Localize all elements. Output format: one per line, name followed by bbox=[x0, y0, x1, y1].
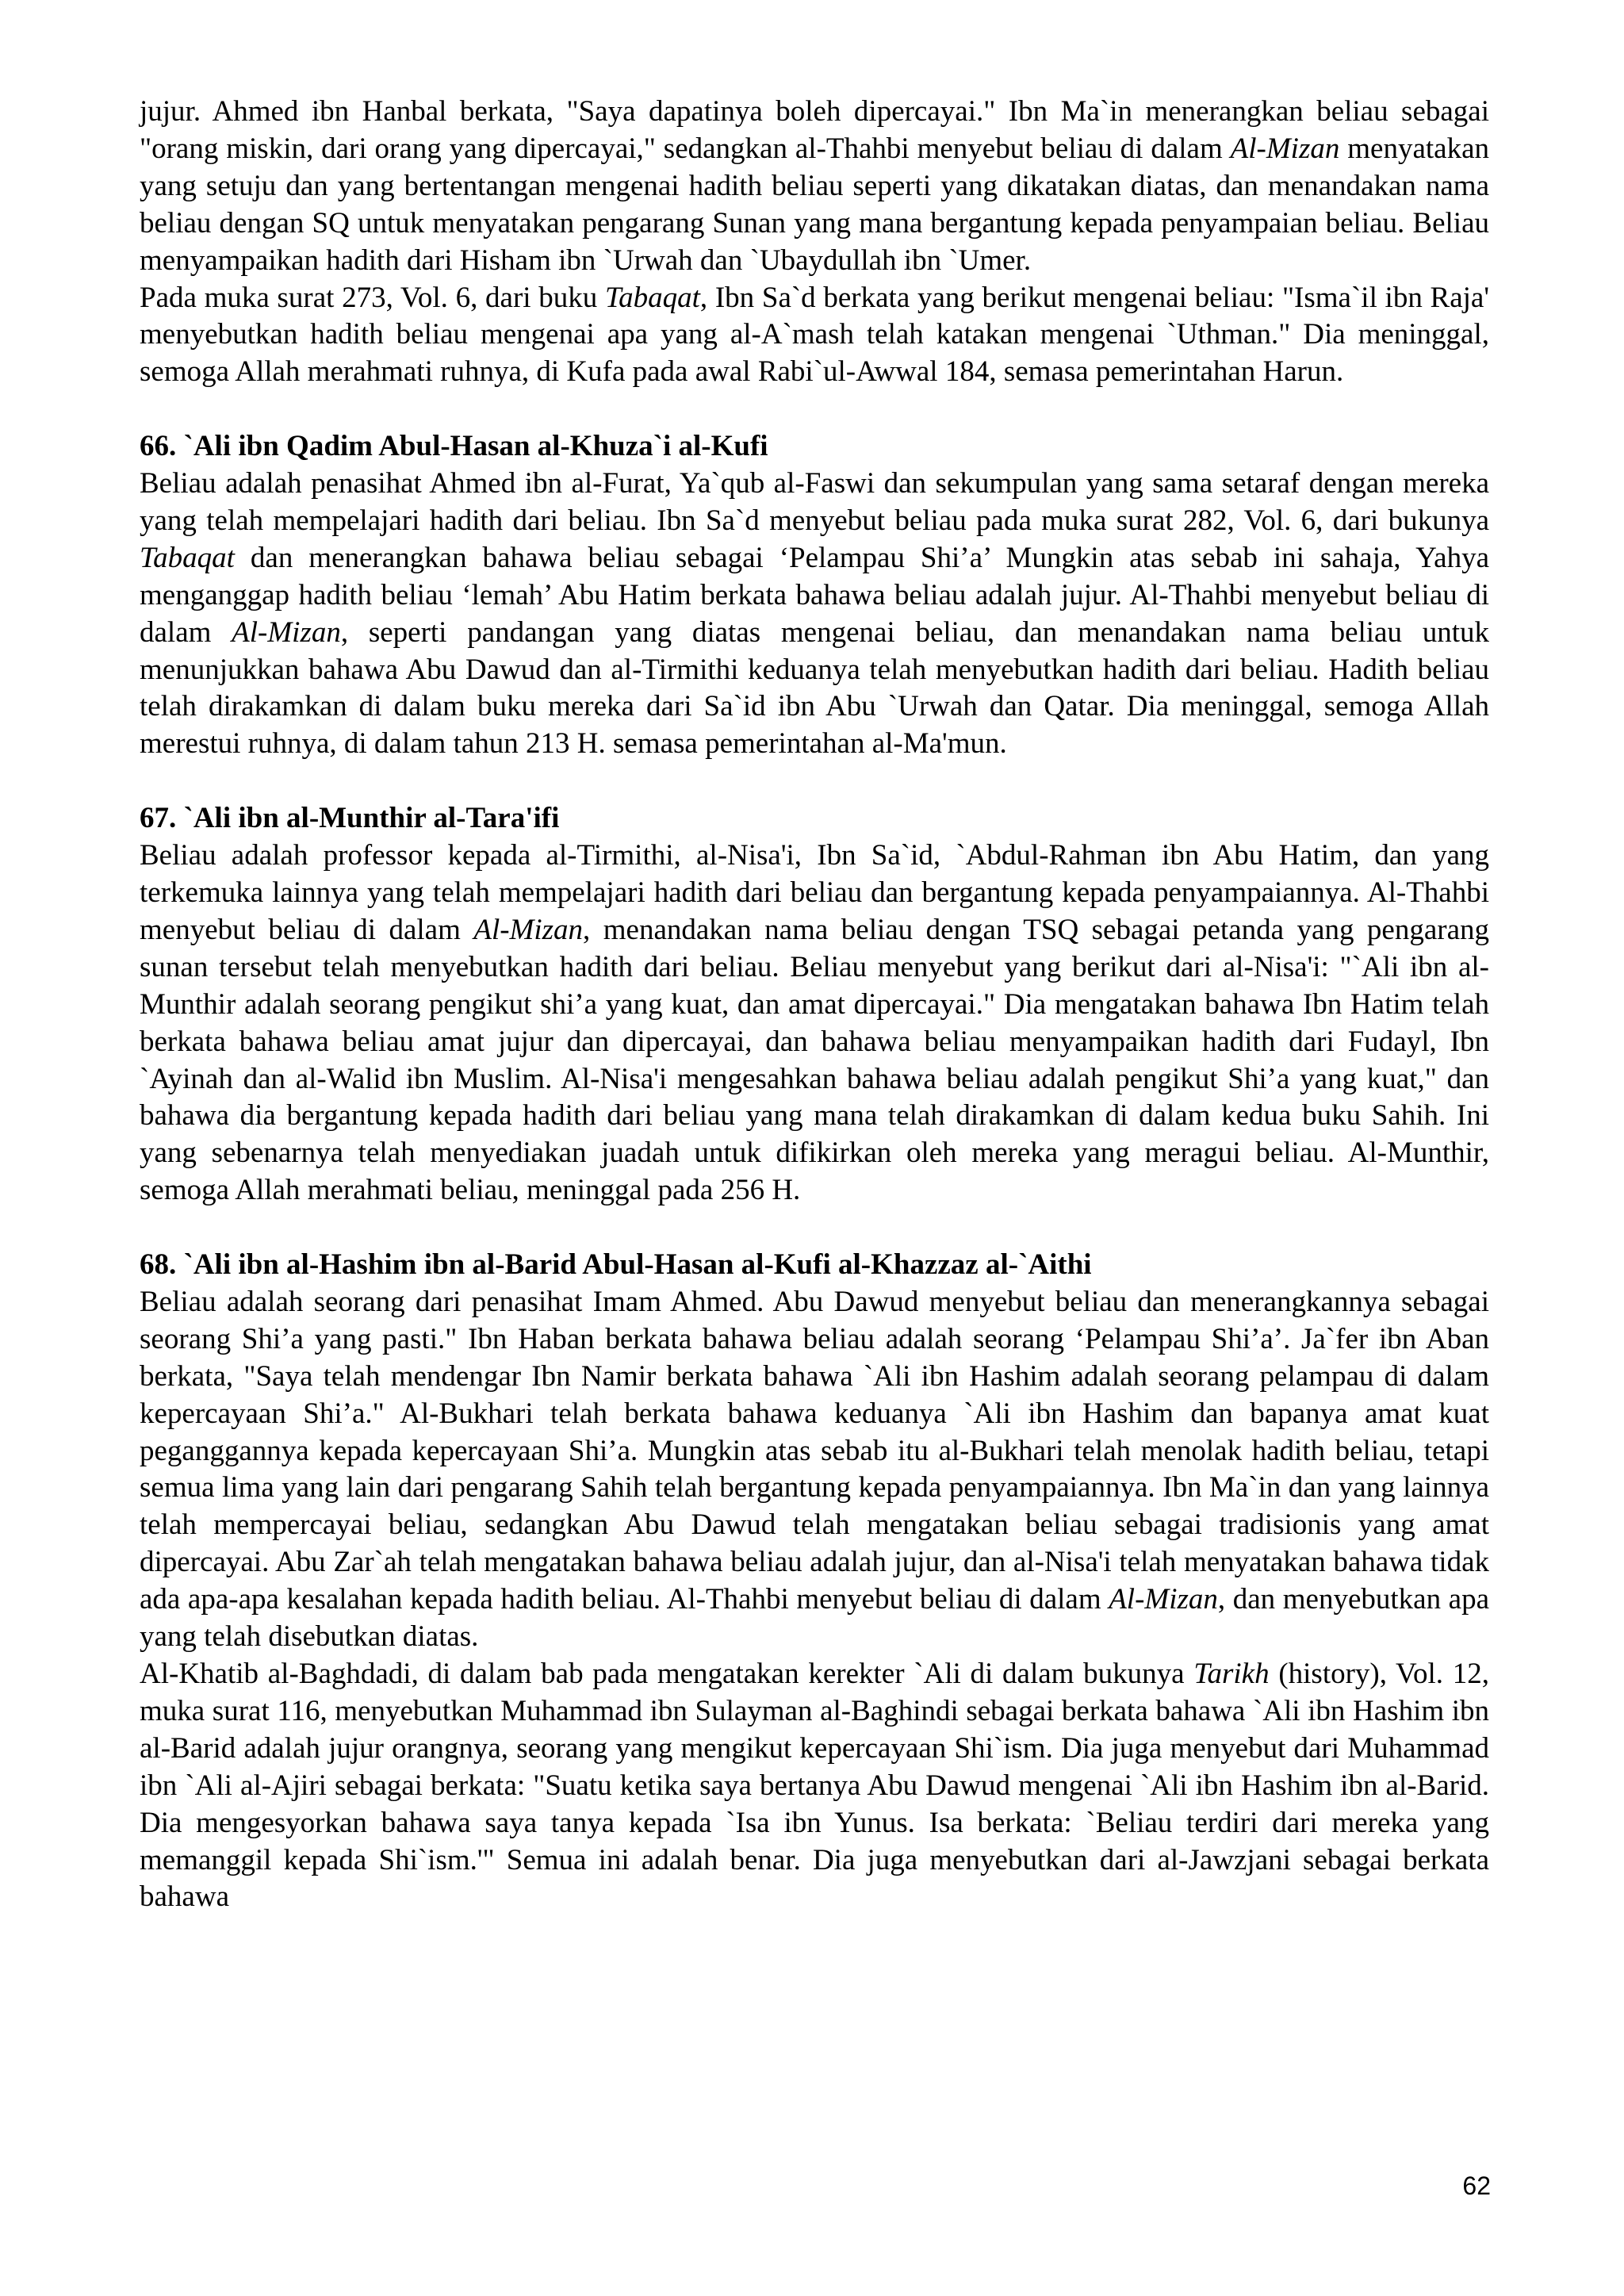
paragraph bbox=[140, 280, 1489, 392]
text-run: , Ibn Sa`d berkata yang berikut mengenai beliau: "Isma`il ibn Raja' menyebutkan hadith beliau mengenai apa yang al-A`mash telah katakan mengenai `Uthman." Dia meninggal, semoga Allah merahmati ruhnya, di Kufa pada awal Rabi`ul-Awwal 184, semasa pemerintahan Harun. bbox=[140, 281, 1489, 389]
paragraph bbox=[140, 1656, 1489, 1916]
section-heading: 67. `Ali ibn al-Munthir al-Tara'ifi bbox=[140, 802, 560, 835]
text-run: menyatakan yang setuju dan yang bertentangan mengenai hadith beliau seperti yang dikatakan diatas, dan menandakan nama beliau dengan SQ untuk menyatakan pengarang Sunan yang mana bergantung kepada penyampaian beliau. Beliau menyampaikan hadith dari Hisham ibn `Urwah dan `Ubaydullah ibn `Umer. bbox=[140, 132, 1490, 277]
text-run: Al-Khatib al-Baghdadi, di dalam bab pada mengatakan kerekter `Ali di dalam bukunya bbox=[140, 1658, 1194, 1691]
text-run: , dan menyebutkan apa yang telah disebutkan diatas. bbox=[140, 1583, 1490, 1654]
section-heading: 68. `Ali ibn al-Hashim ibn al-Barid Abul-Hasan al-Kufi al-Khazzaz al-`Aithi bbox=[140, 1248, 1092, 1282]
text-run: , menandakan nama beliau dengan TSQ sebagai petanda yang pengarang sunan tersebut telah menyebutkan hadith dari beliau. Beliau menyebut yang berikut dari al-Nisa'i: "`Ali ibn al-Munthir adalah seorang pengikut shi’a yang kuat, dan amat dipercayai." Dia mengatakan bahawa Ibn Hatim telah berkata bahawa beliau amat jujur dan dipercayai, dan bahawa beliau menyampaikan hadith dari Fudayl, Ibn `Ayinah dan al-Walid ibn Muslim. Al-Nisa'i mengesahkan bahawa beliau adalah pengikut Shi’a yang kuat," dan bahawa dia bergantung kepada hadith dari beliau yang mana telah dirakamkan di dalam kedua buku Sahih. Ini yang sebenarnya telah menyediakan juadah untuk difikirkan oleh mereka yang meragui beliau. Al-Munthir, semoga Allah merahmati beliau, meninggal pada 256 H. bbox=[140, 913, 1490, 1207]
italic-title: Al-Mizan bbox=[232, 615, 341, 649]
text-run: Beliau adalah seorang dari penasihat Imam Ahmed. Abu Dawud menyebut beliau dan menerangkannya sebagai seorang Shi’a yang pasti." Ibn Haban berkata bahawa beliau adalah seorang ‘Pelampau Shi’a’. Ja`fer ibn Aban berkata, "Saya telah mendengar Ibn Namir berkata bahawa `Ali ibn Hashim adalah seorang pelampau di dalam kepercayaan Shi’a." Al-Bukhari telah berkata bahawa keduanya `Ali ibn Hashim dan bapanya amat kuat peganggannya kepada kepercayaan Shi’a. Mungkin atas sebab itu al-Bukhari telah menolak hadith beliau, tetapi semua lima yang lain dari pengarang Sahih telah bergantung kepada penyampaiannya. Ibn Ma`in dan yang lainnya telah mempercayai beliau, sedangkan Abu Dawud telah mengatakan beliau sebagai tradisionis yang amat dipercayai. Abu Zar`ah telah mengatakan bahawa beliau adalah jujur, dan al-Nisa'i telah menyatakan bahawa tidak ada apa-apa kesalahan kepada hadith beliau. Al-Thahbi menyebut beliau di dalam bbox=[140, 1285, 1489, 1616]
italic-title: Tarikh bbox=[1193, 1658, 1270, 1691]
paragraph bbox=[140, 466, 1489, 763]
italic-title: Tabaqat bbox=[140, 541, 235, 574]
paragraph bbox=[140, 838, 1489, 1209]
text-run: (history), Vol. 12, muka surat 116, menyebutkan Muhammad ibn Sulayman al-Baghindi sebagai berkata bahawa `Ali ibn Hashim ibn al-Barid adalah jujur orangnya, seorang yang mengikut kepercayaan Shi`ism. Dia juga menyebut dari Muhammad ibn `Ali al-Ajiri sebagai berkata: "Suatu ketika saya bertanya Abu Dawud mengenai `Ali ibn Hashim ibn al-Barid. Dia mengesyorkan bahawa saya tanya kepada `Isa ibn Yunus. Isa berkata: `Beliau terdiri dari mereka yang memanggil kepada Shi`ism.'" Semua ini adalah benar. Dia juga menyebutkan dari al-Jawzjani sebagai berkata bahawa bbox=[140, 1658, 1489, 1914]
text-run: Beliau adalah professor kepada al-Tirmithi, al-Nisa'i, Ibn Sa`id, `Abdul-Rahman ibn Abu Hatim, dan yang terkemuka lainnya yang telah mempelajari hadith dari beliau dan bergantung kepada penyampaiannya. Al-Thahbi menyebut beliau di dalam bbox=[140, 839, 1489, 946]
section-spacer bbox=[140, 763, 1489, 800]
paragraph bbox=[140, 94, 1489, 280]
text-run: Beliau adalah penasihat Ahmed ibn al-Furat, Ya`qub al-Faswi dan sekumpulan yang sama setaraf dengan mereka yang telah mempelajari hadith dari beliau. Ibn Sa`d menyebut beliau pada muka surat 282, Vol. 6, dari bukunya bbox=[140, 467, 1489, 537]
section bbox=[140, 1209, 1489, 1916]
text-run: dan menerangkan bahawa beliau sebagai ‘Pelampau Shi’a’ Mungkin atas sebab ini sahaja, Yahya menganggap hadith beliau ‘lemah’ Abu Hatim berkata bahawa beliau adalah jujur. Al-Thahbi menyebut beliau di dalam bbox=[140, 541, 1489, 649]
page-number: 62 bbox=[1462, 2171, 1491, 2200]
italic-title: Tabaqat bbox=[604, 281, 700, 314]
italic-title: Al-Mizan bbox=[1109, 1583, 1218, 1616]
document-page bbox=[140, 94, 1489, 1916]
section bbox=[140, 763, 1489, 1209]
text-run: Pada muka surat 273, Vol. 6, dari buku bbox=[140, 281, 605, 314]
text-run: jujur. Ahmed ibn Hanbal berkata, "Saya dapatinya boleh dipercayai." Ibn Ma`in menerangkan beliau sebagai "orang miskin, dari orang yang dipercayai," sedangkan al-Thahbi menyebut beliau di dalam bbox=[140, 95, 1489, 165]
section-spacer bbox=[140, 1209, 1489, 1247]
section bbox=[140, 94, 1489, 391]
text-run: , seperti pandangan yang diatas mengenai beliau, dan menandakan nama beliau untuk menunjukkan bahawa Abu Dawud dan al-Tirmithi keduanya telah menyebutkan hadith dari beliau. Hadith beliau telah dirakamkan di dalam buku mereka dari Sa`id ibn Abu `Urwah dan Qatar. Dia meninggal, semoga Allah merestui ruhnya, di dalam tahun 213 H. semasa pemerintahan al-Ma'mun. bbox=[140, 615, 1489, 761]
italic-title: Al-Mizan bbox=[1230, 132, 1340, 165]
italic-title: Al-Mizan bbox=[473, 913, 584, 946]
section-spacer bbox=[140, 391, 1489, 428]
paragraph bbox=[140, 1284, 1489, 1656]
section bbox=[140, 391, 1489, 763]
section-heading: 66. `Ali ibn Qadim Abul-Hasan al-Khuza`i al-Kufi bbox=[140, 430, 768, 463]
